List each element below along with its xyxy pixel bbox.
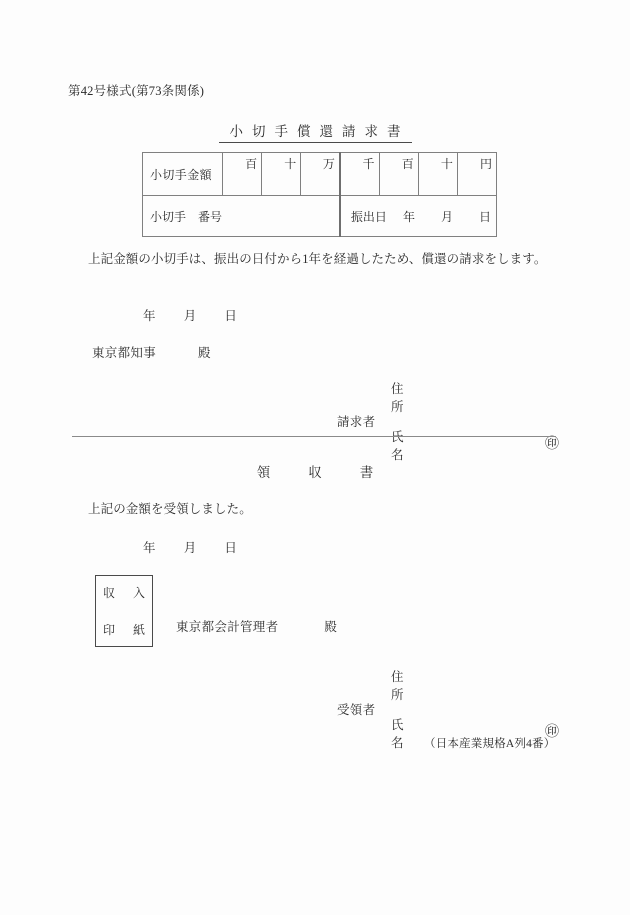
stamp-box-char-2: 入 xyxy=(132,586,145,600)
page-title-text: 小切手償還請求書 xyxy=(219,120,412,143)
stamp-box-char-1: 収 xyxy=(103,586,116,600)
unit-cell-hundred-man[interactable]: 百 xyxy=(223,153,262,196)
issue-date-cell[interactable] xyxy=(340,196,497,237)
issue-date-month: 月 xyxy=(440,209,453,224)
claimant-name-label: 氏 名 xyxy=(391,430,431,462)
unit-cell-sen[interactable]: 千 xyxy=(340,153,379,196)
receipt-addressee xyxy=(176,617,337,635)
section-divider xyxy=(72,436,556,437)
receipt-date-month: 月 xyxy=(183,541,197,555)
amount-label-cell: 小切手金額 xyxy=(143,153,223,196)
receiver-address-row[interactable] xyxy=(391,667,559,703)
claim-statement: 上記金額の小切手は、振出の日付から1年を経過したため、償還の請求をします。 xyxy=(88,252,547,266)
seal-icon: ㊞ xyxy=(545,725,559,740)
unit-cell-juu[interactable]: 十 xyxy=(418,153,457,196)
claim-addressee xyxy=(92,343,211,361)
claimant-address-label: 住 所 xyxy=(391,382,431,414)
unit-cell-hyaku[interactable]: 百 xyxy=(379,153,418,196)
receiver-name-label: 氏 名 xyxy=(391,718,431,750)
stamp-box-char-3: 印 xyxy=(103,623,116,637)
receipt-statement: 上記の金額を受領しました。 xyxy=(88,502,252,516)
receipt-title-text: 領収書 xyxy=(256,465,412,480)
page-title xyxy=(0,120,630,143)
table-row-amount xyxy=(143,153,497,196)
seal-icon: ㊞ xyxy=(545,437,559,452)
receiver-address-label: 住 所 xyxy=(391,670,431,702)
stamp-box-line-2 xyxy=(103,621,145,638)
issue-date-year: 年 xyxy=(402,209,415,224)
receipt-addressee-honorific: 殿 xyxy=(324,620,338,634)
issue-date-day: 日 xyxy=(478,209,491,224)
receipt-date-line[interactable] xyxy=(143,538,237,556)
issue-date-label: 振出日 xyxy=(350,209,387,224)
revenue-stamp-box[interactable] xyxy=(95,575,153,647)
amount-table xyxy=(142,152,497,237)
claimant-address-row[interactable] xyxy=(391,379,559,415)
claim-date-line[interactable] xyxy=(143,306,237,324)
unit-cell-man[interactable]: 万 xyxy=(301,153,340,196)
claimant-role-label: 請求者 xyxy=(337,415,376,429)
receipt-date-day: 日 xyxy=(224,541,238,555)
form-number: 第42号様式(第73条関係) xyxy=(68,84,205,98)
receipt-addressee-name: 東京都会計管理者 xyxy=(176,620,279,634)
paper-size-note: （日本産業規格A列4番） xyxy=(424,738,556,750)
table-row-number xyxy=(143,196,497,237)
unit-cell-ten-man[interactable]: 十 xyxy=(262,153,301,196)
check-number-cell[interactable]: 小切手 番号 xyxy=(143,196,340,237)
claimant-name-row[interactable] xyxy=(391,427,559,463)
claimant-signature-block xyxy=(337,379,559,463)
claim-date-month: 月 xyxy=(183,309,197,323)
receiver-role-label: 受領者 xyxy=(337,703,376,717)
stamp-box-line-1 xyxy=(103,584,145,601)
claim-addressee-honorific: 殿 xyxy=(198,346,211,360)
unit-cell-en[interactable]: 円 xyxy=(457,153,496,196)
receipt-title xyxy=(0,461,630,481)
stamp-box-char-4: 紙 xyxy=(132,623,145,637)
receipt-date-year: 年 xyxy=(143,541,156,555)
claim-date-year: 年 xyxy=(143,309,156,323)
claim-date-day: 日 xyxy=(224,309,238,323)
claim-addressee-name: 東京都知事 xyxy=(92,346,157,360)
